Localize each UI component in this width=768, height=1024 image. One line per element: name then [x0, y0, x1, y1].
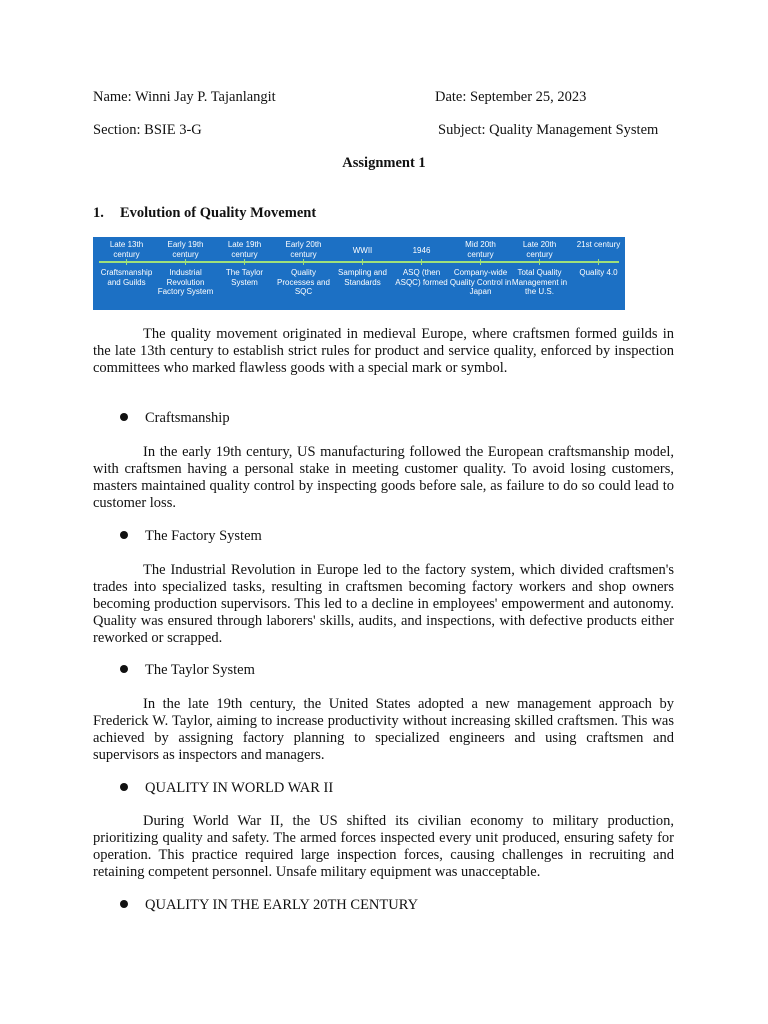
body-paragraph: [93, 813, 674, 881]
subject-info: Subject: Quality Management System: [438, 122, 659, 138]
paragraph-text: In the late 19th century, the United States adopted a new management approach by Frederick W. Taylor, aiming to increase productivity without increasing skilled craftsmen. This was achieved by assigning factory planning to specialized engineers and using craftsmen and supervisors as inspectors and managers.: [93, 696, 674, 763]
bullet-label: The Taylor System: [145, 662, 255, 678]
timeline-tick: [598, 259, 599, 265]
bullet-label: The Factory System: [145, 528, 262, 544]
timeline-tick: [303, 259, 304, 265]
timeline-tick: [185, 259, 186, 265]
bullet-dot-icon: [120, 900, 128, 908]
intro-text: The quality movement originated in medieval Europe, where craftsmen formed guilds in the late 13th century to establish strict rules for product and service quality, enforced by inspection committees who marked flawless goods with a special mark or symbol.: [93, 326, 674, 376]
timeline-label: ASQ (then ASQC) formed: [395, 268, 448, 287]
timeline-label: Total Quality Management in the U.S.: [511, 268, 568, 296]
timeline-period: 1946: [412, 246, 431, 255]
bullet-item: [120, 662, 255, 679]
timeline-tick: [539, 259, 540, 265]
timeline-period: Mid 20th century: [465, 240, 496, 259]
timeline-label: Quality 4.0: [579, 268, 618, 277]
timeline-label: Industrial Revolution Factory System: [157, 268, 214, 296]
heading-number: 1.: [93, 205, 104, 221]
assignment-title: Assignment 1: [342, 155, 426, 171]
body-paragraph: [93, 444, 674, 512]
timeline-period: Early 19th century: [167, 240, 204, 259]
bullet-label: Craftsmanship: [145, 410, 230, 426]
timeline-label: Craftsmanship and Guilds: [100, 268, 153, 287]
timeline-period: Late 19th century: [227, 240, 262, 259]
quality-timeline-figure: [93, 237, 625, 310]
intro-paragraph: [93, 326, 674, 377]
paragraph-text: The Industrial Revolution in Europe led to the factory system, which divided craftsmen's trades into specialized tasks, resulting in craftsmen becoming factory workers and shop owners becoming production supervisors. This led to a decline in employees' empowerment and autonomy. Quality was ensured through laborers' skills, audits, and inspections, with defective products either reworked or scrapped.: [93, 562, 674, 646]
bullet-item: [120, 410, 230, 427]
section-info: Section: BSIE 3-G: [93, 122, 202, 138]
timeline-label: Quality Processes and SQC: [277, 268, 330, 296]
body-paragraph: [93, 562, 674, 647]
heading-text: Evolution of Quality Movement: [120, 205, 317, 221]
student-name: Name: Winni Jay P. Tajanlangit: [93, 89, 276, 105]
bullet-item: [120, 780, 333, 797]
timeline-tick: [244, 259, 245, 265]
bullet-label: QUALITY IN WORLD WAR II: [145, 780, 334, 796]
timeline-label: The Taylor System: [225, 268, 264, 287]
timeline-tick: [421, 259, 422, 265]
timeline-tick: [480, 259, 481, 265]
timeline-line: [99, 261, 619, 263]
timeline-period: WWII: [352, 246, 373, 255]
bullet-dot-icon: [120, 413, 128, 421]
bullet-dot-icon: [120, 531, 128, 539]
timeline-label: Company-wide Quality Control in Japan: [449, 268, 512, 296]
bullet-item: [120, 897, 418, 914]
section-heading: [93, 205, 316, 222]
timeline-label: Sampling and Standards: [338, 268, 387, 287]
paragraph-text: During World War II, the US shifted its civilian economy to military production, prioritizing quality and safety. The armed forces inspected every unit produced, ensuring safety for operation. This practice required large inspection forces, causing challenges in recruiting and retaining competent personnel. Unsafe military equipment was unacceptable.: [93, 813, 674, 880]
submission-date: Date: September 25, 2023: [435, 89, 587, 105]
paragraph-text: In the early 19th century, US manufacturing followed the European craftsmanship model, with craftsmen having a personal stake in meeting customer quality. To avoid losing customers, masters maintained quality control by inspecting goods before sale, as failure to do so could lead to customer loss.: [93, 444, 674, 511]
timeline-period: Late 20th century: [522, 240, 557, 259]
bullet-dot-icon: [120, 783, 128, 791]
bullet-dot-icon: [120, 665, 128, 673]
timeline-period: 21st century: [576, 240, 621, 249]
timeline-tick: [126, 259, 127, 265]
bullet-label: QUALITY IN THE EARLY 20TH CENTURY: [145, 897, 419, 913]
bullet-item: [120, 528, 262, 545]
timeline-period: Late 13th century: [109, 240, 144, 259]
timeline-period: Early 20th century: [285, 240, 322, 259]
timeline-tick: [362, 259, 363, 265]
body-paragraph: [93, 696, 674, 764]
